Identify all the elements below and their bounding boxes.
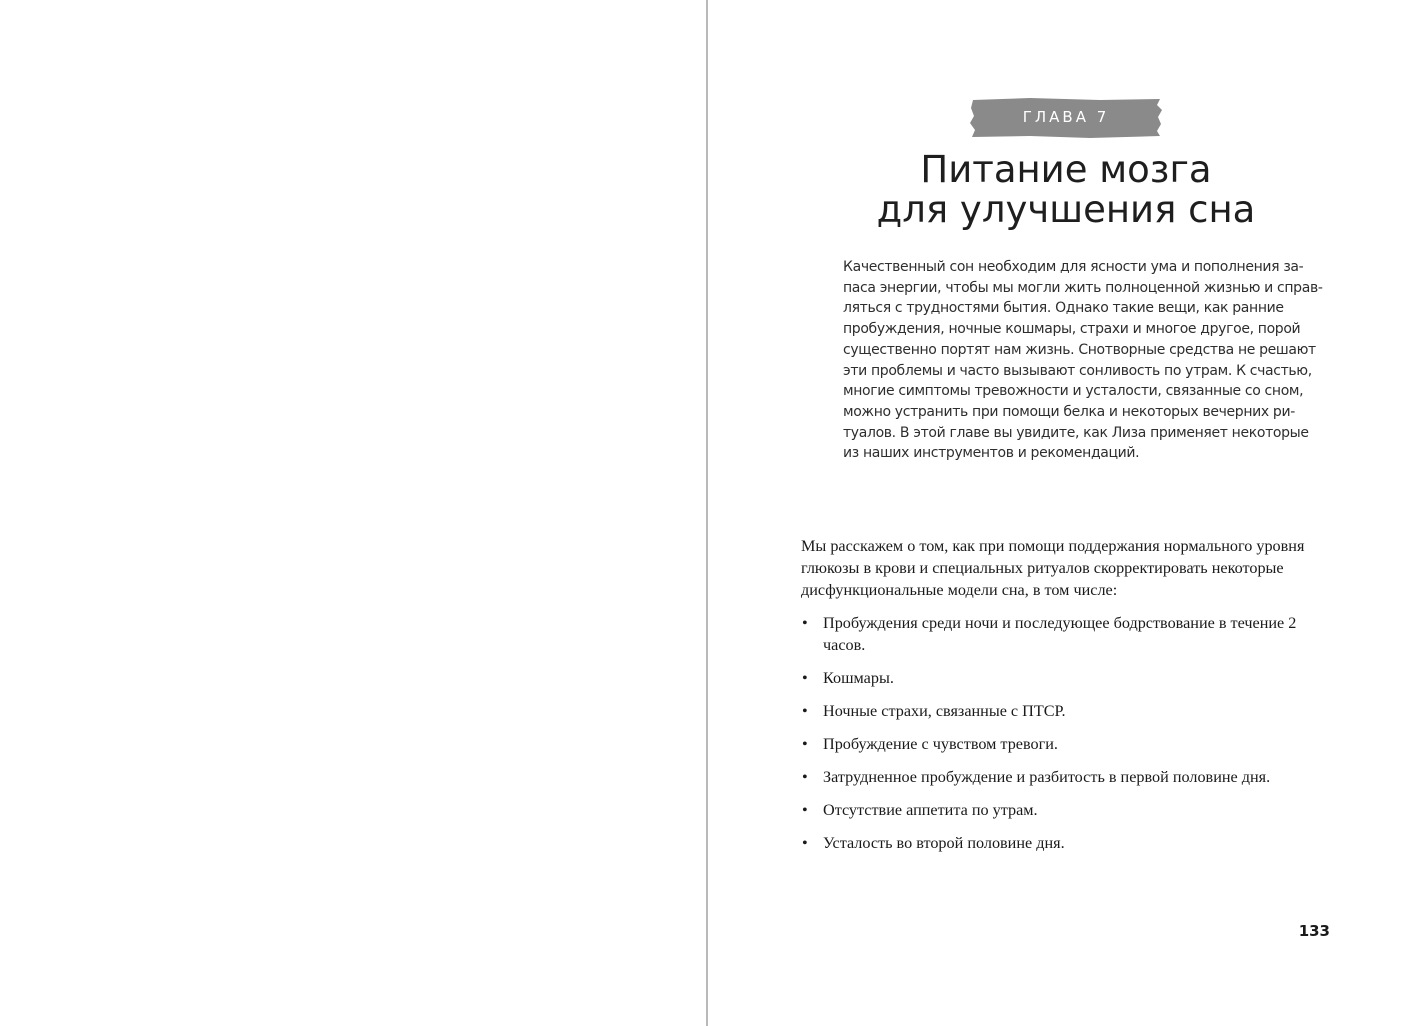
body-line: глюкозы в крови и специальных ритуалов скорректировать некоторые — [801, 559, 1284, 577]
intro-line: паса энергии, чтобы мы могли жить полноценной жизнью и справ- — [843, 279, 1323, 296]
list-item — [801, 832, 1331, 854]
chapter-title-line: Питание мозга — [920, 148, 1212, 191]
bullet-icon: • — [802, 702, 808, 720]
body-paragraph — [801, 535, 1331, 601]
list-item-text: Затрудненное пробуждение и разбитость в первой половине дня. — [823, 768, 1271, 786]
list-item — [801, 667, 1331, 689]
intro-line: эти проблемы и часто вызывают сонливость по утрам. К счастью, — [843, 362, 1312, 379]
list-item-text: Ночные страхи, связанные с ПТСР. — [823, 702, 1066, 720]
bullet-icon: • — [802, 614, 808, 632]
bullet-icon: • — [802, 735, 808, 753]
bullet-icon: • — [802, 801, 808, 819]
chapter-label-ribbon — [970, 98, 1162, 138]
intro-line: ляться с трудностями бытия. Однако такие вещи, как ранние — [843, 300, 1284, 317]
list-item — [801, 799, 1331, 821]
intro-line: можно устранить при помощи белка и некоторых вечерних ри- — [843, 403, 1295, 420]
chapter-title — [828, 150, 1304, 230]
list-item — [801, 700, 1331, 722]
bullet-icon: • — [802, 834, 808, 852]
body-line: дисфункциональные модели сна, в том числе: — [801, 581, 1118, 599]
intro-line: Качественный сон необходим для ясности ума и пополнения за- — [843, 259, 1304, 275]
list-item — [801, 733, 1331, 755]
list-item-text: Усталость во второй половине дня. — [823, 834, 1065, 852]
intro-line: из наших инструментов и рекомендаций. — [843, 445, 1140, 462]
right-page — [708, 0, 1410, 1026]
body-line: Мы расскажем о том, как при помощи поддержания нормального уровня — [801, 537, 1305, 555]
chapter-number: ГЛАВА 7 — [1022, 108, 1110, 126]
bullet-icon: • — [802, 768, 808, 786]
page-number: 133 — [1298, 922, 1330, 940]
bullet-icon: • — [802, 669, 808, 687]
list-item-text: Отсутствие аппетита по утрам. — [823, 801, 1038, 819]
chapter-intro — [843, 257, 1323, 464]
chapter-title-line: для улучшения сна — [876, 188, 1256, 231]
intro-line: существенно портят нам жизнь. Снотворные средства не решают — [843, 341, 1316, 358]
symptom-list — [801, 612, 1331, 865]
intro-line: пробуждения, ночные кошмары, страхи и многое другое, порой — [843, 321, 1301, 338]
list-item-text: Пробуждение с чувством тревоги. — [823, 735, 1058, 753]
list-item — [801, 766, 1331, 788]
intro-line: туалов. В этой главе вы увидите, как Лиза применяет некоторые — [843, 424, 1309, 441]
list-item — [801, 612, 1331, 656]
intro-line: многие симптомы тревожности и усталости, связанные со сном, — [843, 383, 1304, 400]
list-item-text: Пробуждения среди ночи и последующее бодрствование в течение 2 часов. — [823, 614, 1297, 654]
list-item-text: Кошмары. — [823, 669, 894, 687]
